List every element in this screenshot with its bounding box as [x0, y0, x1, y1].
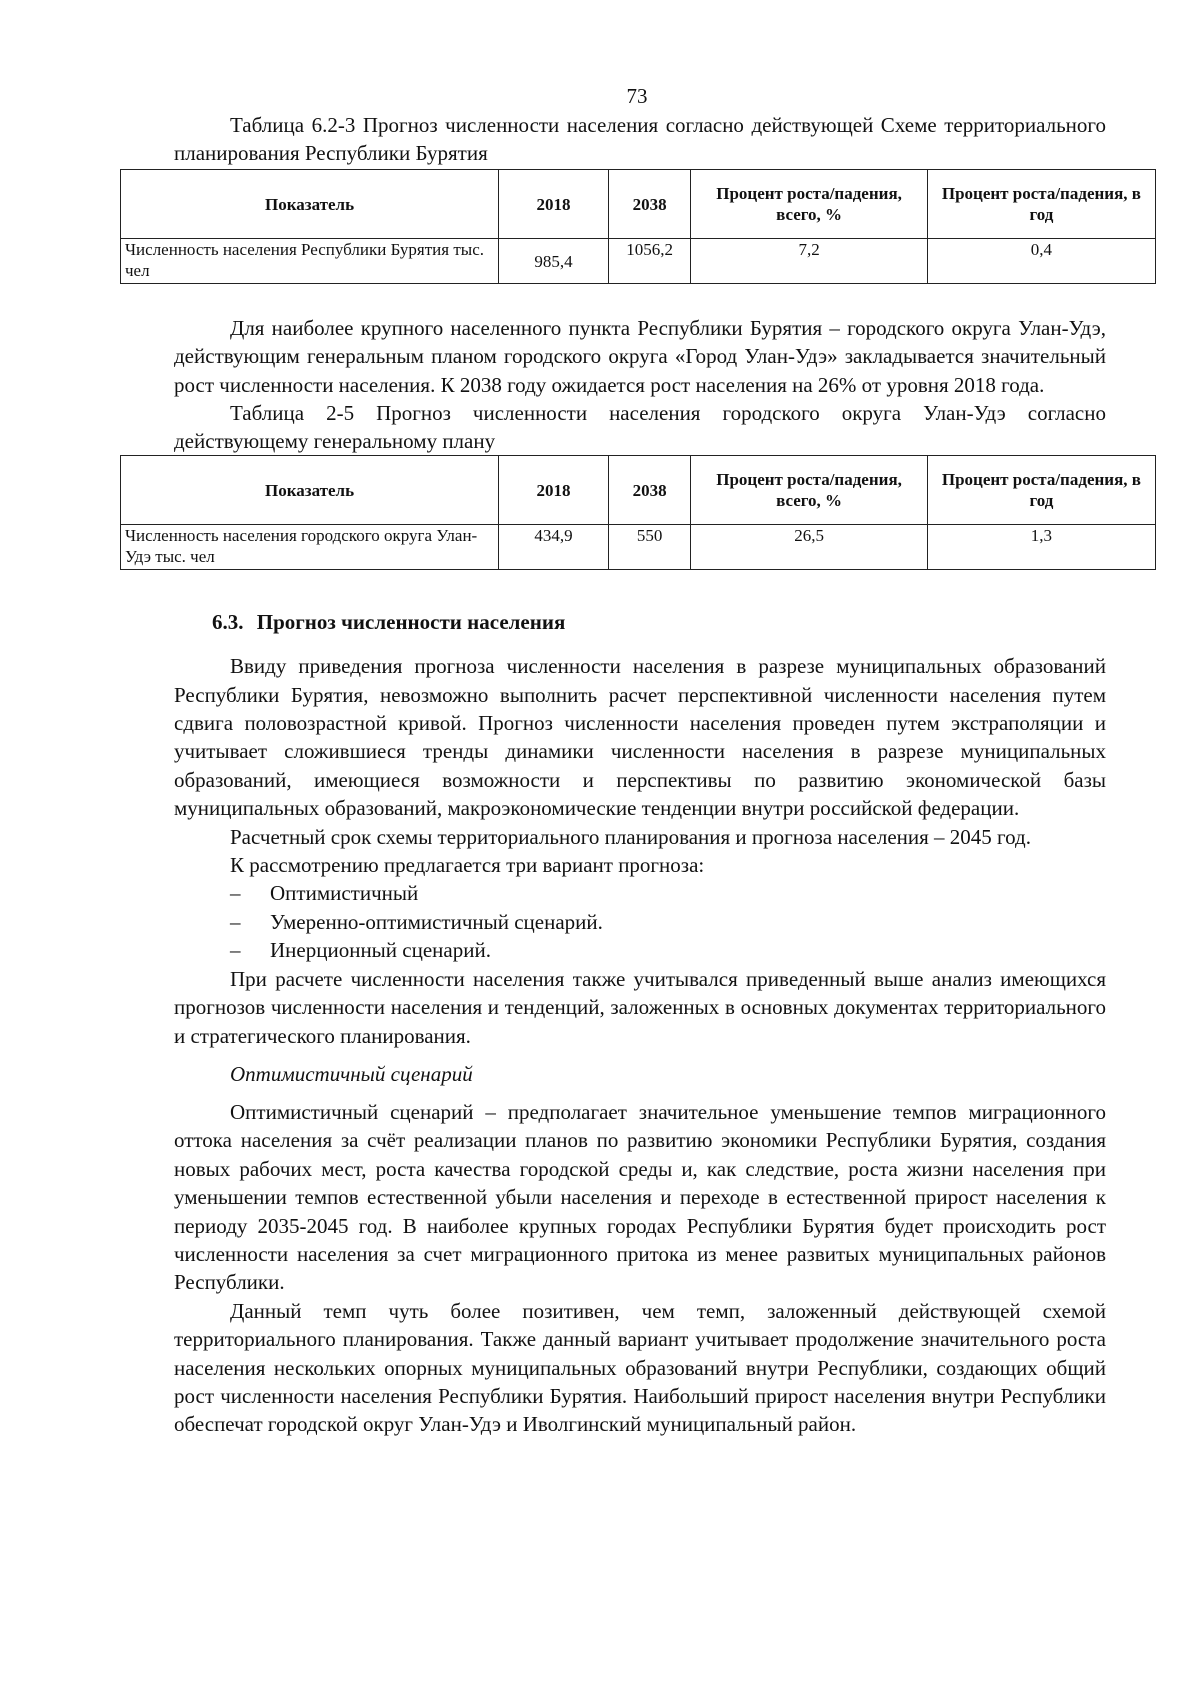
table1-cell-2018: 985,4	[499, 239, 609, 284]
paragraph-forecast-term: Расчетный срок схемы территориального планирования и прогноза населения – 2045 год.	[230, 824, 1031, 849]
paragraph-optimistic-description: Оптимистичный сценарий – предполагает значительное уменьшение темпов миграционного оттока населения за счёт реализации планов по развитию экономики Республики Бурятия, создания новых рабочих мест, роста качества городской среды и, как следствие, роста жизни населения при уменьшении темпов естественной убыли населения и переходе в естественной прирост населения к периоду 2035-2045 год. В наиболее крупных городах Республики Бурятия будет происходить рост численности населения за счет миграционного притока из менее развитых муниципальных районов Республики.	[174, 1099, 1106, 1295]
table2-header-2018: 2018	[499, 456, 609, 525]
table1-cell-percent-total: 7,2	[691, 239, 928, 284]
paragraph-analysis: При расчете численности населения также учитывался приведенный выше анализ имеющихся прогнозов численности населения и тенденций, заложенных в основных документах территориального и стратегического планирования.	[174, 966, 1106, 1048]
paragraph-optimistic-comparison: Данный темп чуть более позитивен, чем темп, заложенный действующей схемой территориального планирования. Также данный вариант учитывает продолжение значительного роста населения нескольких опорных муниципальных образований внутри Республики, создающих общий рост численности населения Республики Бурятия. Наибольший прирост населения внутри Республики обеспечат городской округ Улан-Удэ и Иволгинский муниципальный район.	[174, 1298, 1106, 1437]
table1-cell-2038: 1056,2	[608, 239, 690, 284]
page-content	[125, 111, 1141, 1439]
table2-header-indicator: Показатель	[121, 456, 499, 525]
table1-cell-percent-year: 0,4	[927, 239, 1155, 284]
section-number: 6.3.	[212, 610, 244, 635]
table2-cell-2018: 434,9	[499, 525, 609, 570]
table1-population-forecast-republic	[120, 169, 1156, 284]
subheading-optimistic: Оптимистичный сценарий	[230, 1061, 473, 1086]
table2-caption: Таблица 2-5 Прогноз численности населения городского округа Улан-Удэ согласно действующему генеральному плану	[174, 401, 1106, 454]
paragraph-ulan-ude: Для наиболее крупного населенного пункта Республики Бурятия – городского округа Улан-Удэ, действующим генеральным планом городского округа «Город Улан-Удэ» закладывается значительный рост численности населения. К 2038 году ожидается рост населения на 26% от уровня 2018 года.	[174, 316, 1106, 397]
dash-bullet: –	[230, 938, 241, 963]
variant-label: Умеренно-оптимистичный сценарий.	[270, 909, 603, 934]
table2-header-row	[121, 456, 1156, 525]
dash-bullet: –	[230, 909, 241, 934]
table2-cell-indicator: Численность населения городского округа Улан-Удэ тыс. чел	[121, 525, 499, 570]
table1-header-percent-total: Процент роста/падения, всего, %	[691, 170, 928, 239]
table2-header-2038: 2038	[608, 456, 690, 525]
table-row	[121, 239, 1156, 284]
paragraph-variants-intro: К рассмотрению предлагается три вариант прогноза:	[230, 853, 705, 878]
variant-label: Оптимистичный	[270, 881, 419, 906]
table2-header-percent-year: Процент роста/падения, в год	[927, 456, 1155, 525]
table2-cell-2038: 550	[608, 525, 690, 570]
variant-label: Инерционный сценарий.	[270, 938, 491, 963]
table1-header-2018: 2018	[499, 170, 609, 239]
table1-header-percent-year: Процент роста/падения, в год	[927, 170, 1155, 239]
table1-header-2038: 2038	[608, 170, 690, 239]
paragraph-methodology: Ввиду приведения прогноза численности населения в разрезе муниципальных образований Республики Бурятия, невозможно выполнить расчет перспективной численности населения путем сдвига половозрастной кривой. Прогноз численности населения проведен путем экстраполяции и учитывает сложившиеся тренды динамики численности населения в разрезе муниципальных образований, имеющиеся возможности и перспективы по развитию экономической базы муниципальных образований, макроэкономические тенденции внутри российской федерации.	[174, 654, 1106, 821]
table1-caption: Таблица 6.2-3 Прогноз численности населения согласно действующей Схеме территориального планирования Республики Бурятия	[174, 113, 1106, 165]
list-item	[174, 908, 1106, 936]
table2-cell-percent-year: 1,3	[927, 525, 1155, 570]
list-item	[174, 879, 1106, 907]
table1-header-indicator: Показатель	[121, 170, 499, 239]
table-row	[121, 525, 1156, 570]
table1-cell-indicator: Численность населения Республики Бурятия тыс. чел	[121, 239, 499, 284]
table2-population-forecast-ulan-ude	[120, 455, 1156, 570]
table2-cell-percent-total: 26,5	[691, 525, 928, 570]
table2-header-percent-total: Процент роста/падения, всего, %	[691, 456, 928, 525]
dash-bullet: –	[230, 881, 241, 906]
list-item	[174, 936, 1106, 964]
section-title: Прогноз численности населения	[256, 610, 566, 635]
variants-list	[174, 879, 1106, 964]
table1-header-row	[121, 170, 1156, 239]
page-number: 73	[626, 84, 648, 108]
section-heading	[212, 608, 1106, 636]
